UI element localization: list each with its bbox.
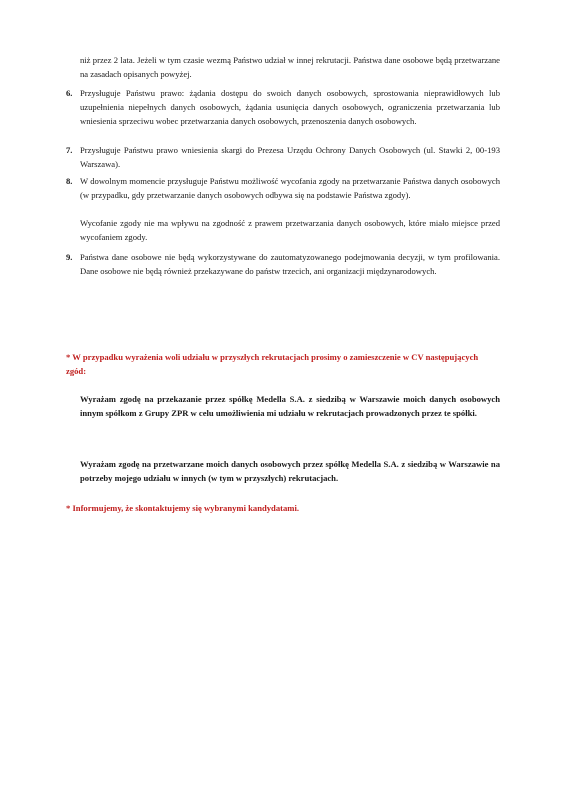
item-6-number: 6. [66,88,73,98]
consent-clause-2: Wyrażam zgodę na przetwarzane moich danych osobowych przez spółkę Medella S.A. z siedzibą w Warszawie na potrzeby mojego udziału w innych (w tym w przyszłych) rekrutacjach. [80,459,500,483]
item-7-number: 7. [66,145,73,155]
item-6-text: Przysługuje Państwu prawo: żądania dostępu do swoich danych osobowych, sprostowania nieprawidłowych lub uzupełnienia niepełnych danych osobowych, żądania usunięcia danych osobowych, ograniczenia przetwarzania lub wniesienia sprzeciwu wobec przetwarzania danych osobowych, przenoszenia danych osobowych. [80,88,500,126]
item-8-number: 8. [66,176,73,186]
contact-notice: * Informujemy, że skontaktujemy się wybranymi kandydatami. [66,503,299,513]
consent-clause-1: Wyrażam zgodę na przekazanie przez spółkę Medella S.A. z siedzibą w Warszawie moich danych osobowych innym spółkom z Grupy ZPR w celu umożliwienia mi udziału w rekrutacjach prowadzonych przez te spółki. [80,394,500,418]
item-9-text: Państwa dane osobowe nie będą wykorzystywane do zautomatyzowanego podejmowania decyzji, w tym profilowania. Dane osobowe nie będą również przekazywane do państw trzecich, ani organizacji międzynarodowych. [80,252,500,276]
item-5-continuation: niż przez 2 lata. Jeżeli w tym czasie wezmą Państwo udział w innej rekrutacji. Państwa dane osobowe będą przetwarzane na zasadach opisanych powyżej. [80,55,500,79]
item-9-number: 9. [66,252,73,262]
item-8-text-2: Wycofanie zgody nie ma wpływu na zgodność z prawem przetwarzania danych osobowych, które miało miejsce przed wycofaniem zgody. [80,218,500,242]
item-7-text: Przysługuje Państwu prawo wniesienia skargi do Prezesa Urzędu Ochrony Danych Osobowych (ul. Stawki 2, 00-193 Warszawa). [80,145,500,169]
future-recruitment-notice: * W przypadku wyrażenia woli udziału w przyszłych rekrutacjach prosimy o zamieszczenie w CV następujących zgód: [66,352,479,376]
item-8-text: W dowolnym momencie przysługuje Państwu możliwość wycofania zgody na przetwarzanie Państwa danych osobowych (w przypadku, gdy przetwarzanie danych osobowych odbywa się na podstawie Państwa zgody). [80,176,500,200]
